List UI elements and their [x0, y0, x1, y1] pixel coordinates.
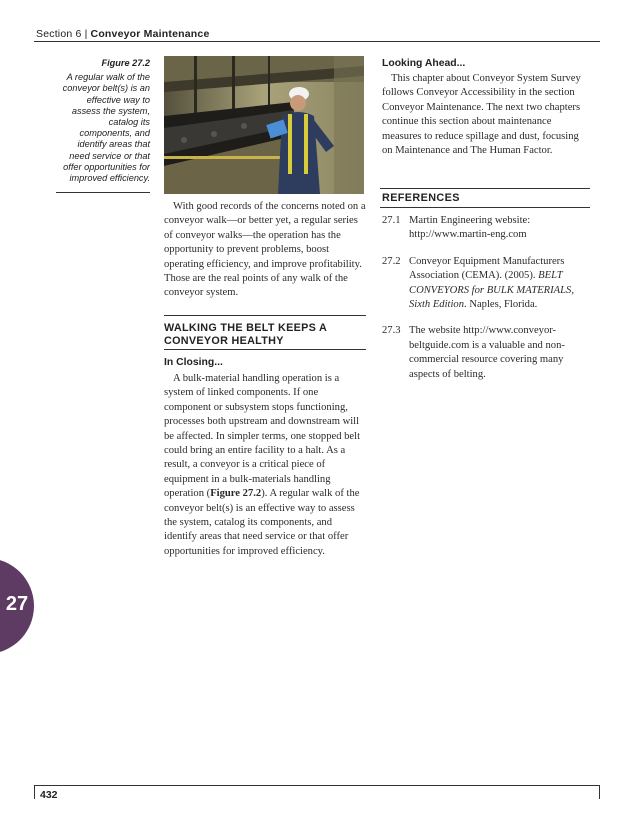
looking-ahead-block — [382, 72, 588, 158]
figure-reference: Figure 27.2 — [210, 488, 262, 500]
reference-item — [382, 255, 588, 313]
reference-number: 27.1 — [382, 215, 401, 226]
closing-text-after: ). A regular walk of the conveyor belt(s) is an effective way to assess the system, catalog its components, and identify areas that need service or that offer opportunities for improved efficiency. — [164, 488, 360, 557]
reference-text: Martin Engineering website: http://www.martin-eng.com — [409, 215, 531, 241]
footer-rule-left — [34, 785, 35, 799]
running-header — [36, 28, 209, 40]
looking-ahead-heading: Looking Ahead... — [382, 58, 466, 69]
in-closing-heading: In Closing... — [164, 357, 223, 368]
header-rule — [34, 41, 600, 42]
intro-paragraph-block — [164, 200, 366, 301]
header-separator: | — [84, 28, 88, 40]
reference-item — [382, 324, 588, 382]
chapter-number: 27 — [5, 593, 29, 615]
footer-rule — [34, 785, 600, 786]
figure-photo-conveyor-walk — [164, 56, 364, 194]
reference-text — [409, 255, 588, 313]
reference-number: 27.2 — [382, 255, 401, 267]
section-heading-rule-top — [164, 315, 366, 316]
closing-text-before: A bulk-material handling operation is a system of linked components. If one component or subsystem stops functioning, processes both upstream and downstream will be affected. In simpler terms, one stopped belt could bring an entire facility to a halt. As a result, a conveyor is a critical piece of equipment in a bulk-materials handling operation ( — [164, 373, 361, 500]
references-rule-top — [380, 188, 590, 189]
conveyor-photo-illustration — [164, 56, 364, 194]
section-heading-line1: WALKING THE BELT KEEPS A — [164, 322, 328, 334]
reference-number: 27.3 — [382, 325, 401, 337]
in-closing-paragraph-block — [164, 372, 366, 559]
caption-rule — [56, 192, 150, 193]
figure-label: Figure 27.2 — [101, 58, 150, 68]
section-heading-rule-bottom — [164, 349, 366, 350]
references-list — [382, 214, 588, 394]
reference-item — [382, 214, 588, 243]
references-heading: REFERENCES — [382, 192, 460, 204]
figure-caption — [56, 58, 150, 184]
footer-rule-right — [599, 785, 600, 799]
reference-text-pre: Conveyor Equipment Manufacturers Association (CEMA). (2005). — [409, 255, 565, 282]
section-label: Section 6 — [36, 28, 82, 40]
reference-title-italic: BELT CONVEYORS for BULK MATERIALS, Sixth Edition — [409, 270, 574, 311]
section-heading — [164, 322, 366, 348]
figure-caption-text: A regular walk of the conveyor belt(s) is an effective way to assess the system, catalog its components, and identify areas that need service or that offer opportunities for improved efficiency. — [62, 72, 150, 184]
in-closing-paragraph — [164, 372, 366, 559]
looking-ahead-paragraph: This chapter about Conveyor System Survey follows Conveyor Accessibility in the section Conveyor Maintenance. The next two chapters continue this section about maintenance measures to reduce spillage and dust, focusing on Maintenance and The Human Factor. — [382, 73, 581, 157]
section-title: Conveyor Maintenance — [90, 28, 210, 40]
intro-paragraph: With good records of the concerns noted on a conveyor walk—or better yet, a regular series of conveyor walks—the operation has the opportunity to prevent problems, boost operating efficiency, and improve profitability. Those are the real points of any walk of the conveyor system. — [164, 201, 366, 299]
reference-text: The website http://www.conveyor-beltguide.com is a valuable and non-commercial resource covering many aspects of belting. — [409, 325, 565, 380]
reference-text-post: . Naples, Florida. — [464, 299, 538, 311]
page-number: 432 — [40, 789, 58, 801]
references-rule-bottom — [380, 207, 590, 208]
section-heading-line2: CONVEYOR HEALTHY — [164, 335, 284, 347]
